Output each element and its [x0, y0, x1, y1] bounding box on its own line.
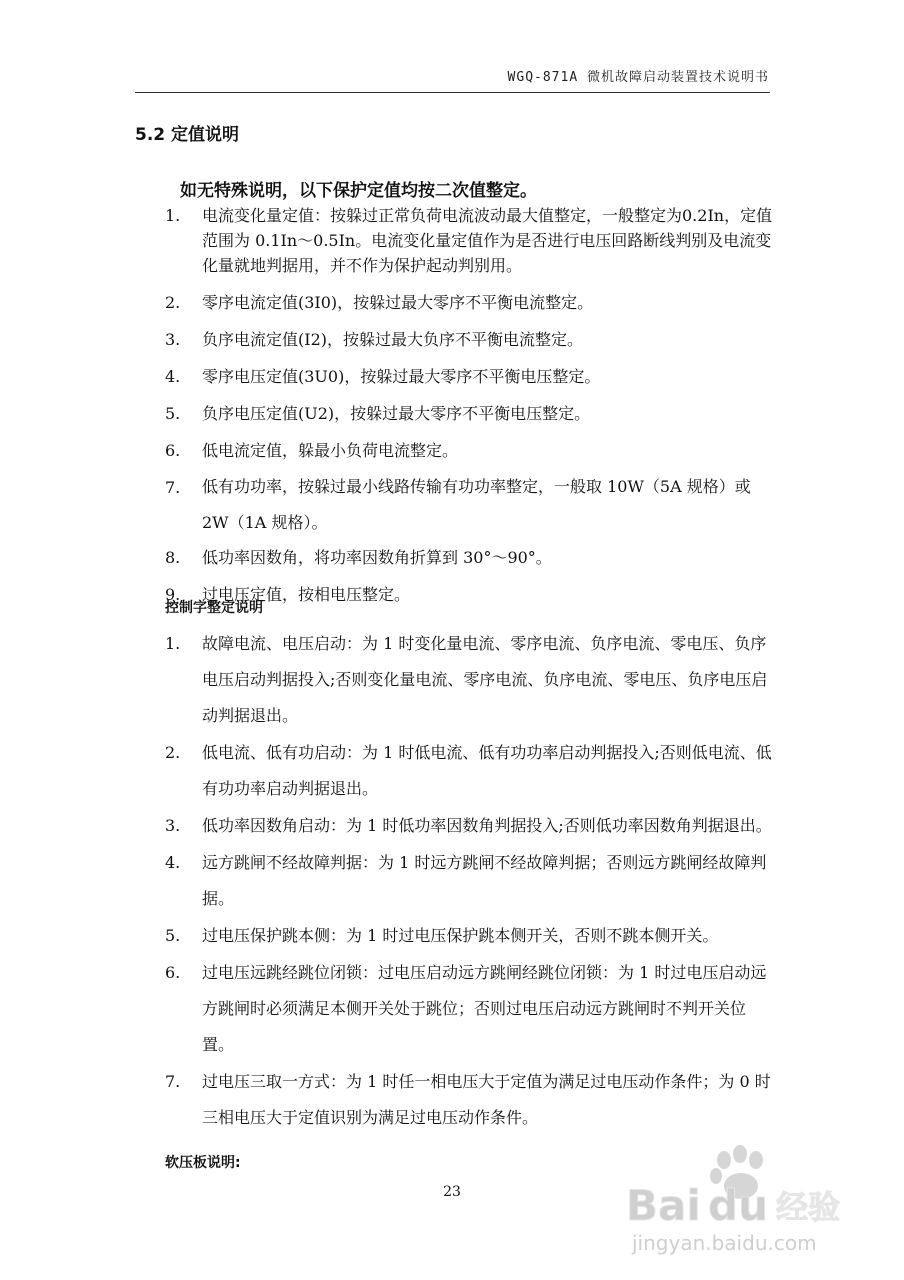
list-item-text: 低功率因数角，将功率因数角折算到 30°～90°。 — [202, 548, 552, 567]
list-item-text: 低功率因数角启动：为 1 时低功率因数角判据投入;否则低功率因数角判据退出。 — [202, 816, 772, 835]
intro-paragraph: 如无特殊说明，以下保护定值均按二次值整定。 — [180, 181, 537, 201]
soft-plate-heading: 软压板说明: — [165, 1155, 241, 1171]
list-item-text: 零序电流定值(3I0)，按躲过最大零序不平衡电流整定。 — [202, 293, 594, 312]
list-item-number: 5. — [165, 926, 181, 945]
list-item-text: 零序电压定值(3U0)，按躲过最大零序不平衡电压整定。 — [202, 367, 601, 386]
list-item-number: 9. — [165, 585, 181, 604]
list-item — [165, 327, 775, 352]
list-item-number: 2. — [165, 293, 181, 312]
list-item — [165, 401, 775, 426]
list-item-text: 过电压三取一方式：为 1 时任一相电压大于定值为满足过电压动作条件；为 0 时三相电压大于定值识别为满足过电压动作条件。 — [202, 1072, 771, 1127]
list-item-number: 5. — [165, 404, 181, 423]
list-item — [165, 545, 775, 570]
list-item-number: 1. — [165, 634, 181, 653]
list-item-text: 低电流定值，躲最小负荷电流整定。 — [202, 441, 459, 460]
list-item — [165, 626, 775, 734]
list-item-text: 负序电压定值(U2)，按躲过最大零序不平衡电压整定。 — [202, 404, 591, 423]
list-item — [165, 918, 775, 954]
list-item — [165, 290, 775, 315]
list-item-number: 8. — [165, 548, 181, 567]
header-rule — [135, 92, 770, 93]
section-title: 5.2 定值说明 — [135, 125, 240, 145]
list-item-text: 远方跳闸不经故障判据：为 1 时远方跳闸不经故障判据；否则远方跳闸经故障判据。 — [202, 853, 767, 908]
list-item-number: 1. — [165, 206, 181, 225]
list-item-number: 4. — [165, 367, 181, 386]
watermark-url: jingyan.baidu.com — [632, 1231, 817, 1255]
list-item — [165, 808, 775, 844]
watermark-brand-2: du — [708, 1181, 768, 1230]
list-item-text: 负序电流定值(I2)，按躲过最大负序不平衡电流整定。 — [202, 330, 583, 349]
list-item-text: 过电压定值，按相电压整定。 — [202, 585, 411, 604]
list-item — [165, 203, 775, 278]
list-item-text: 过电压保护跳本侧：为 1 时过电压保护跳本侧开关，否则不跳本侧开关。 — [202, 926, 719, 945]
list-item-number: 3. — [165, 330, 181, 349]
watermark-cn: 经验 — [776, 1188, 841, 1226]
list-item-number: 2. — [165, 743, 181, 762]
list-item-number: 6. — [165, 441, 181, 460]
list-item-number: 3. — [165, 816, 181, 835]
list-item — [165, 469, 775, 541]
list-item — [165, 364, 775, 389]
list-item — [165, 955, 775, 1063]
list-item-text: 低有功功率，按躲过最小线路传输有功功率整定，一般取 10W（5A 规格）或 2W（1A 规格）。 — [202, 477, 751, 532]
watermark-brand: Bai — [626, 1181, 701, 1230]
list-item-text: 故障电流、电压启动：为 1 时变化量电流、零序电流、负序电流、零电压、负序电压启动判据投入;否则变化量电流、零序电流、负序电流、零电压、负序电压启动判据退出。 — [202, 634, 768, 725]
control-word-heading: 控制字整定说明 — [165, 600, 263, 616]
page-number: 23 — [443, 1184, 461, 1200]
list-item-text: 电流变化量定值：按躲过正常负荷电流波动最大值整定，一般整定为0.2In，定值范围为 0.1In～0.5In。电流变化量定值作为是否进行电压回路断线判别及电流变化量就地判据用，并不作为保护起动判别用。 — [202, 206, 773, 275]
list-item-text: 过电压远跳经跳位闭锁：过电压启动远方跳闸经跳位闭锁：为 1 时过电压启动远方跳闸时必须满足本侧开关处于跳位；否则过电压启动远方跳闸时不判开关位置。 — [202, 963, 767, 1054]
document-header-title: WGQ-871A 微机故障启动装置技术说明书 — [507, 70, 769, 85]
settings-list — [165, 203, 775, 619]
list-item-number: 7. — [165, 1072, 181, 1091]
list-item — [165, 735, 775, 807]
list-item-text: 低电流、低有功启动：为 1 时低电流、低有功功率启动判据投入;否则低电流、低有功功率启动判据退出。 — [202, 743, 772, 798]
control-word-list — [165, 626, 775, 1137]
list-item — [165, 1064, 775, 1136]
list-item-number: 7. — [165, 478, 181, 497]
list-item-number: 4. — [165, 853, 181, 872]
list-item — [165, 438, 775, 463]
list-item — [165, 845, 775, 917]
list-item-number: 6. — [165, 963, 181, 982]
baidu-jingyan-watermark — [626, 1140, 866, 1260]
